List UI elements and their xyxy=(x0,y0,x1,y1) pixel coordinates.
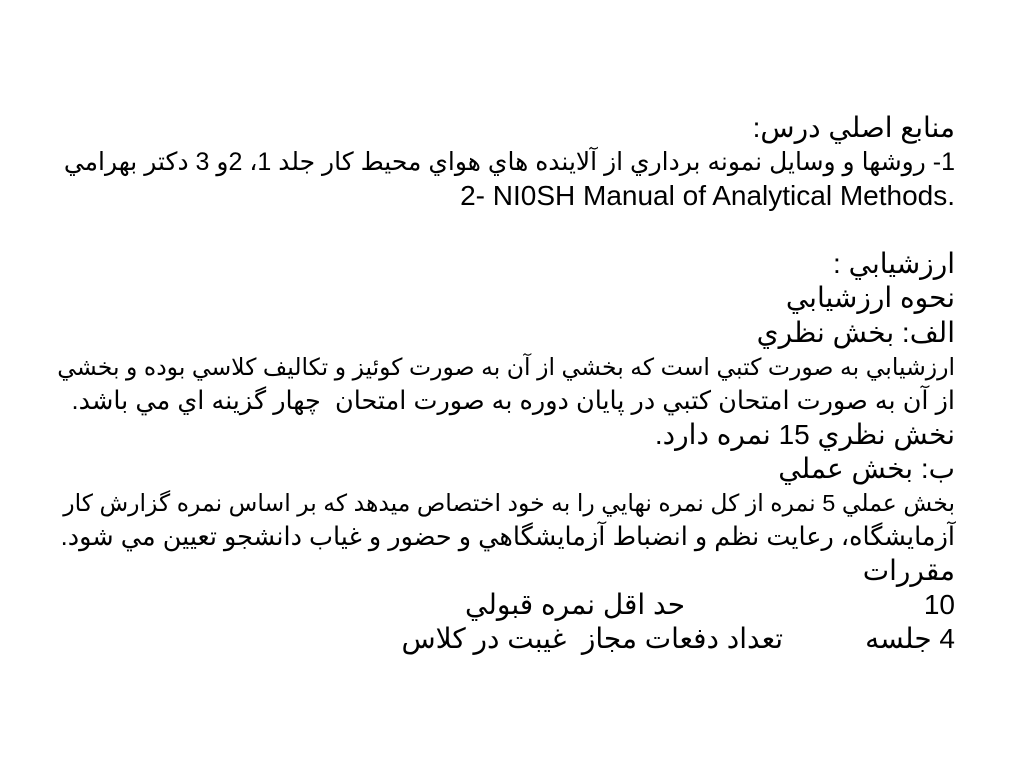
theory-heading-row xyxy=(56,316,955,350)
sources-heading-row xyxy=(56,111,955,145)
blank-line xyxy=(56,213,955,247)
practical-text-line-2: آزمايشگاه، رعايت نظم و انضباط آزمايشگاهي و حضور و غياب دانشجو تعيين مي شود. xyxy=(60,523,955,552)
practical-text-row xyxy=(56,520,955,554)
slide-body xyxy=(56,111,955,657)
source-item-row xyxy=(56,179,955,213)
practical-text-line-1: بخش عملي 5 نمره از كل نمره نهايي را به خود اختصاص ميدهد كه بر اساس نمره گزارش كار xyxy=(63,490,955,517)
source-item-2: 2- NI0SH Manual of Analytical Methods. xyxy=(460,180,955,212)
theory-text-line-1: ارزشيابي به صورت كتبي است كه بخشي از آن به صورت كوئيز و تكاليف كلاسي بوده و بخشي xyxy=(57,353,955,380)
rule-row-passing-grade xyxy=(56,588,955,622)
rule-row-absences xyxy=(56,622,955,656)
source-item-1: 1- روشها و وسايل نمونه برداري از آلاينده هاي هواي محيط كار جلد 1، 2و 3 دكتر بهرامي xyxy=(63,148,955,177)
theory-score: نخش نظري 15 نمره دارد. xyxy=(654,418,955,450)
evaluation-heading-row xyxy=(56,247,955,281)
theory-heading: الف: بخش نظري xyxy=(756,316,955,348)
evaluation-method: نحوه ارزشيابي xyxy=(785,282,955,314)
evaluation-method-row xyxy=(56,281,955,315)
rules-heading: مقررات xyxy=(862,555,955,587)
theory-text-row xyxy=(56,350,955,384)
practical-text-row xyxy=(56,486,955,520)
evaluation-heading: ارزشيابي : xyxy=(833,248,955,280)
practical-heading-row xyxy=(56,452,955,486)
rule-value: 10 xyxy=(923,589,955,621)
rules-heading-row xyxy=(56,554,955,588)
rule-value: 4 جلسه xyxy=(865,623,955,655)
rule-label: تعداد دفعات مجاز غيبت در كلاس xyxy=(401,623,783,655)
theory-score-row xyxy=(56,418,955,452)
practical-heading: ب: بخش عملي xyxy=(778,452,955,484)
source-item-row xyxy=(56,145,955,179)
theory-text-line-2: از آن به صورت امتحان كتبي در پايان دوره به صورت امتحان چهار گزينه اي مي باشد. xyxy=(71,386,955,415)
sources-heading: منابع اصلي درس: xyxy=(752,112,955,143)
rule-label: حد اقل نمره قبولي xyxy=(465,589,685,621)
theory-text-row xyxy=(56,384,955,418)
